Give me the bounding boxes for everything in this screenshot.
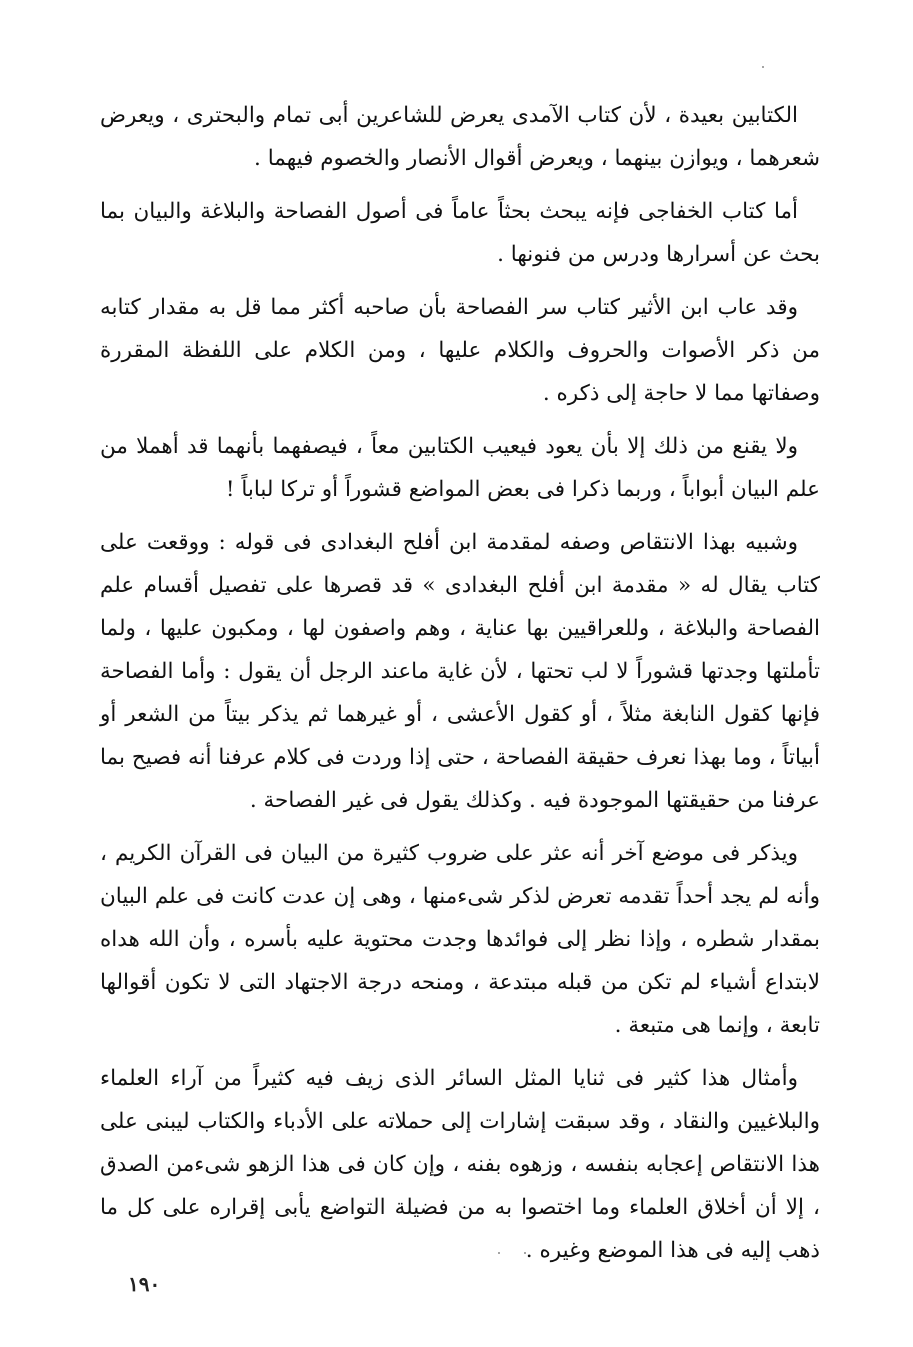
paragraph: أما كتاب الخفاجى فإنه يبحث بحثاً عاماً فى أصول الفصاحة والبلاغة والبيان بما بحث عن أسرارها ودرس من فنونها . — [100, 199, 820, 267]
paragraph: وقد عاب ابن الأثير كتاب سر الفصاحة بأن صاحبه أكثر مما قل به مقدار كتابه من ذكر الأصوات والحروف والكلام عليها ، ومن الكلام على اللفظة المقررة وصفاتها مما لا حاجة إلى ذكره . — [100, 295, 820, 406]
paragraph: الكتابين بعيدة ، لأن كتاب الآمدى يعرض للشاعرين أبى تمام والبحترى ، ويعرض شعرهما ، ويوازن بينهما ، ويعرض أقوال الأنصار والخصوم فيهما . — [100, 103, 820, 171]
paragraph: وشبيه بهذا الانتقاص وصفه لمقدمة ابن أفلح البغدادى فى قوله : ووقعت على كتاب يقال له « مقدمة ابن أفلح البغدادى » قد قصرها على تفصيل أقسام علم الفصاحة والبلاغة ، وللعراقيين بها عناية ، وهم واصفون لها ، ومكبون عليها ، ولما تأملتها وجدتها قشوراً لا لب تحتها ، لأن غاية ماعند الرجل أن يقول : وأما الفصاحة فإنها كقول النابغة مثلاً ، أو كقول الأعشى ، أو غيرهما ثم يذكر بيتاً من الشعر أو أبياتاً ، وما بهذا نعرف حقيقة الفصاحة ، حتى إذا وردت فى كلام عرفنا أنه فصيح بما عرفنا من حقيقتها الموجودة فيه . وكذلك يقول فى غير الفصاحة . — [100, 530, 820, 813]
paragraph: وأمثال هذا كثير فى ثنايا المثل السائر الذى زيف فيه كثيراً من آراء العلماء والبلاغيين والنقاد ، وقد سبقت إشارات إلى حملاته على الأدباء والكتاب ليبنى على هذا الانتقاص إعجابه بنفسه ، وزهوه بفنه ، وإن كان فى هذا الزهو شىءمن الصدق ، إلا أن أخلاق العلماء وما اختصوا به من فضيلة التواضع يأبى إقراره على كل ما ذهب إليه فى هذا الموضع وغيره . — [100, 1066, 820, 1263]
scan-speck — [762, 66, 764, 68]
paragraph: ويذكر فى موضع آخر أنه عثر على ضروب كثيرة من البيان فى القرآن الكريم ، وأنه لم يجد أحداً تقدمه تعرض لذكر شىءمنها ، وهى إن عدت كانت فى علم البيان بمقدار شطره ، وإذا نظر إلى فوائدها وجدت محتوية عليه بأسره ، وأن الله هداه لابتداع أشياء لم تكن من قبله مبتدعة ، ومنحه درجة الاجتهاد التى لا تكون أقوالها تابعة ، وإنما هى متبعة . — [100, 841, 820, 1038]
page-number: ١٩٠ — [128, 1272, 161, 1296]
scan-speck — [524, 1252, 526, 1254]
body-text — [100, 94, 820, 1282]
paragraph: ولا يقنع من ذلك إلا بأن يعود فيعيب الكتابين معاً ، فيصفهما بأنهما قد أهملا من علم البيان أبواباً ، وربما ذكرا فى بعض المواضع قشوراً أو تركا لباباً ! — [100, 434, 820, 502]
scan-speck — [498, 1252, 500, 1254]
